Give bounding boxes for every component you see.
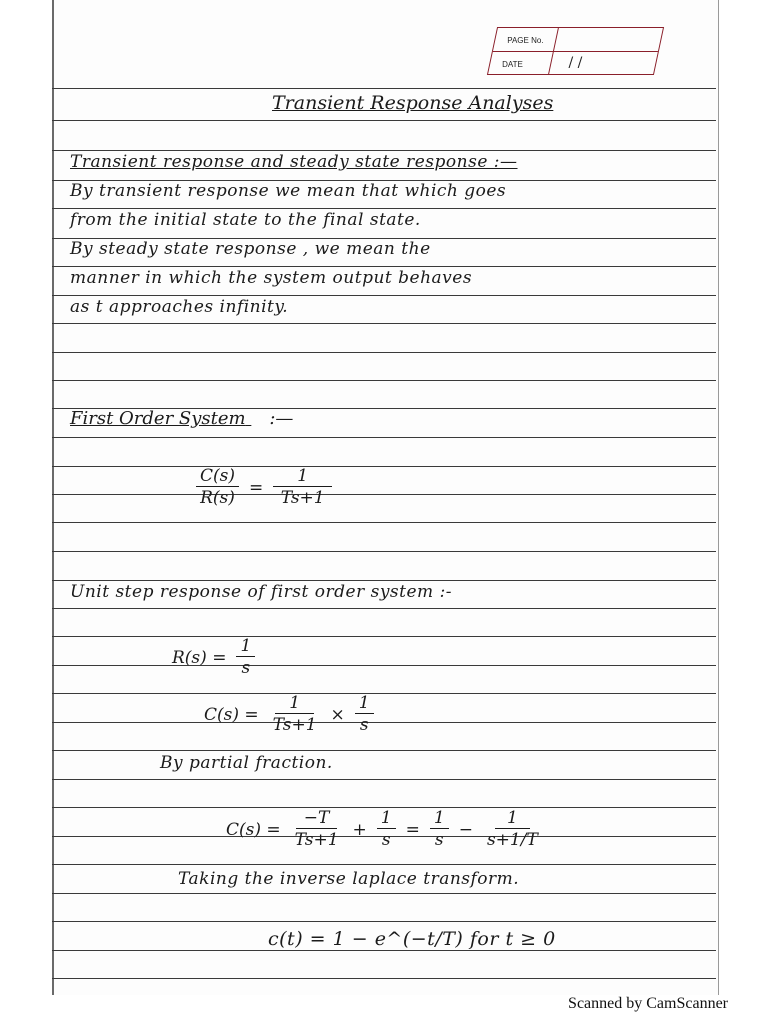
page-date-box <box>487 27 664 75</box>
date-value: / / <box>568 55 583 71</box>
scanner-watermark: Scanned by CamScanner <box>568 995 728 1012</box>
time-response-result: c(t) = 1 − e^(−t/T) for t ≥ 0 <box>268 928 556 950</box>
c-num: 1 <box>275 693 314 714</box>
first-order-heading-text: First Order System <box>70 408 246 429</box>
tf-rhs-num: 1 <box>273 466 332 487</box>
pf-c-num: 1 <box>430 808 449 829</box>
date-row <box>488 51 658 75</box>
intro-line-4: manner in which the system output behaves <box>70 268 473 288</box>
intro-line-3: By steady state response , we mean the <box>70 239 431 259</box>
c2-num: 1 <box>355 693 374 714</box>
date-label: DATE <box>502 60 523 69</box>
page-no-label: PAGE No. <box>507 36 544 45</box>
tf-lhs-num: C(s) <box>196 466 239 487</box>
r-of-s-eq <box>172 636 255 679</box>
partial-fraction-note: By partial fraction. <box>160 753 333 773</box>
pf-lhs: C(s) = <box>226 819 281 840</box>
first-order-heading-suffix: :— <box>269 408 294 429</box>
pf-b-num: 1 <box>377 808 396 829</box>
first-order-heading <box>70 408 293 429</box>
r-lhs: R(s) = <box>172 647 227 668</box>
page-title: Transient Response Analyses <box>272 92 554 114</box>
c2-den: s <box>359 715 369 736</box>
pf-a-num: −T <box>296 808 338 829</box>
c-lhs: C(s) = <box>204 704 259 725</box>
tf-rhs-den: Ts+1 <box>280 488 325 509</box>
pf-d-num: 1 <box>495 808 530 829</box>
intro-line-5: as t approaches infinity. <box>70 297 289 317</box>
pf-c-den: s <box>434 830 444 851</box>
c-times: × <box>330 704 345 725</box>
page-no-row <box>493 28 663 51</box>
pf-minus: − <box>458 819 473 840</box>
intro-line-2: from the initial state to the final state. <box>70 210 421 230</box>
pf-d-den: s+1/T <box>486 830 538 851</box>
unit-step-heading: Unit step response of first order system :- <box>70 582 453 602</box>
intro-heading: Transient response and steady state response :— <box>70 152 518 172</box>
c-den: Ts+1 <box>272 715 317 736</box>
inverse-laplace-note: Taking the inverse laplace transform. <box>178 869 520 889</box>
pf-b-den: s <box>381 830 391 851</box>
pf-eq: = <box>405 819 420 840</box>
pf-a-den: Ts+1 <box>294 830 339 851</box>
partial-fraction-eq <box>226 808 542 851</box>
tf-equals: = <box>249 477 264 498</box>
r-den: s <box>241 658 251 679</box>
transfer-function <box>196 466 332 509</box>
tf-lhs-den: R(s) <box>200 488 235 509</box>
r-num: 1 <box>236 636 255 657</box>
pf-plus: + <box>352 819 367 840</box>
c-of-s-eq <box>204 693 374 736</box>
intro-line-1: By transient response we mean that which goes <box>70 181 507 201</box>
